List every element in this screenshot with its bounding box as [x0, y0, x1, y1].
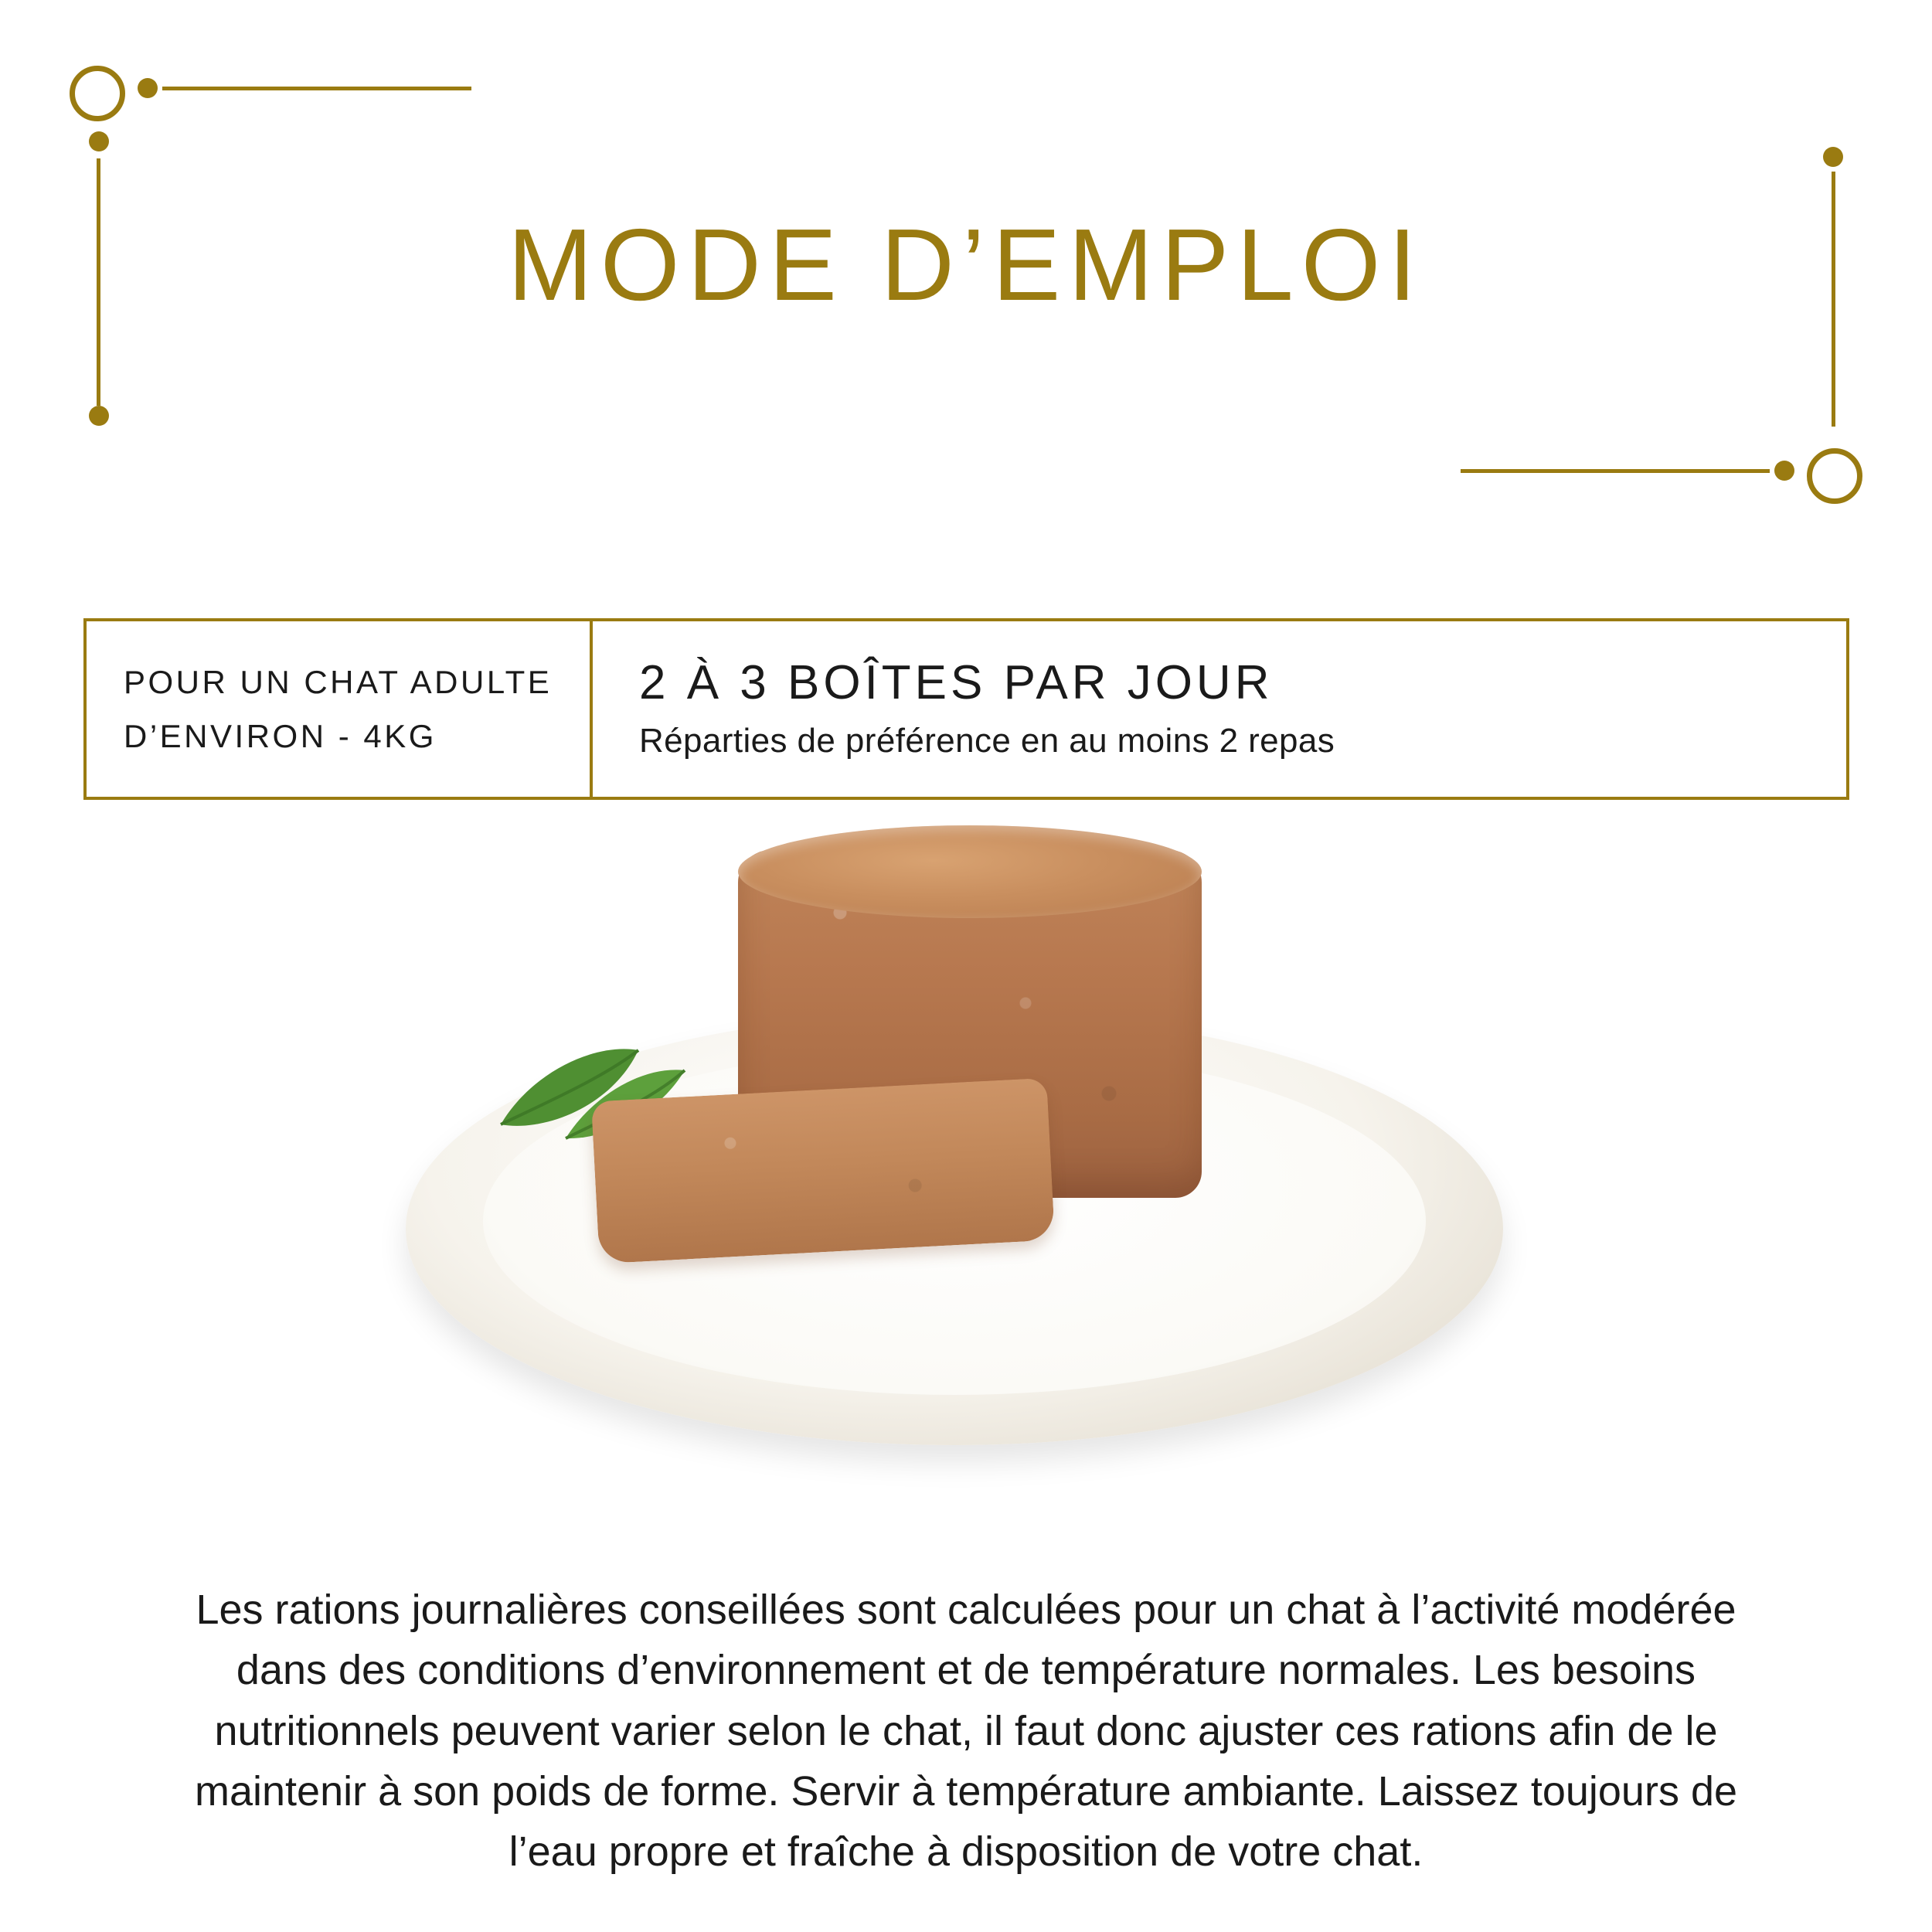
pate-loaf-top-shape [738, 825, 1202, 918]
pate-slice-shape [591, 1078, 1055, 1264]
dot-icon [89, 131, 109, 151]
dot-icon [1774, 461, 1794, 481]
horizontal-rule [1461, 469, 1770, 473]
criteria-line-1: POUR UN CHAT ADULTE [124, 664, 553, 701]
ring-icon [70, 66, 125, 121]
page-title: MODE D’EMPLOI [507, 208, 1425, 321]
ring-icon [1807, 448, 1862, 504]
criteria-line-2: D’ENVIRON - 4KG [124, 717, 437, 754]
feeding-guide-criteria [87, 621, 593, 797]
dot-icon [1823, 147, 1843, 167]
dot-icon [138, 78, 158, 98]
feeding-guide-amount [593, 621, 1846, 797]
dot-icon [89, 406, 109, 426]
feeding-guide-table [83, 618, 1849, 800]
amount-value: 2 À 3 BOÎTES PAR JOUR [639, 656, 1274, 710]
product-image [0, 835, 1932, 1476]
amount-note: Réparties de préférence en au moins 2 repas [639, 722, 1335, 760]
instructions-paragraph: Les rations journalières conseillées sont calculées pour un chat à l’activité modérée dans des conditions d’environnement et de température normales. Les besoins nutritionnels peuvent varier selon le chat, il faut donc ajuster ces rations afin de le maintenir à son poids de forme. Servir à température ambiante. Laissez toujours de l’eau propre et fraîche à disposition de votre chat. [194, 1587, 1738, 1876]
horizontal-rule [162, 87, 471, 90]
